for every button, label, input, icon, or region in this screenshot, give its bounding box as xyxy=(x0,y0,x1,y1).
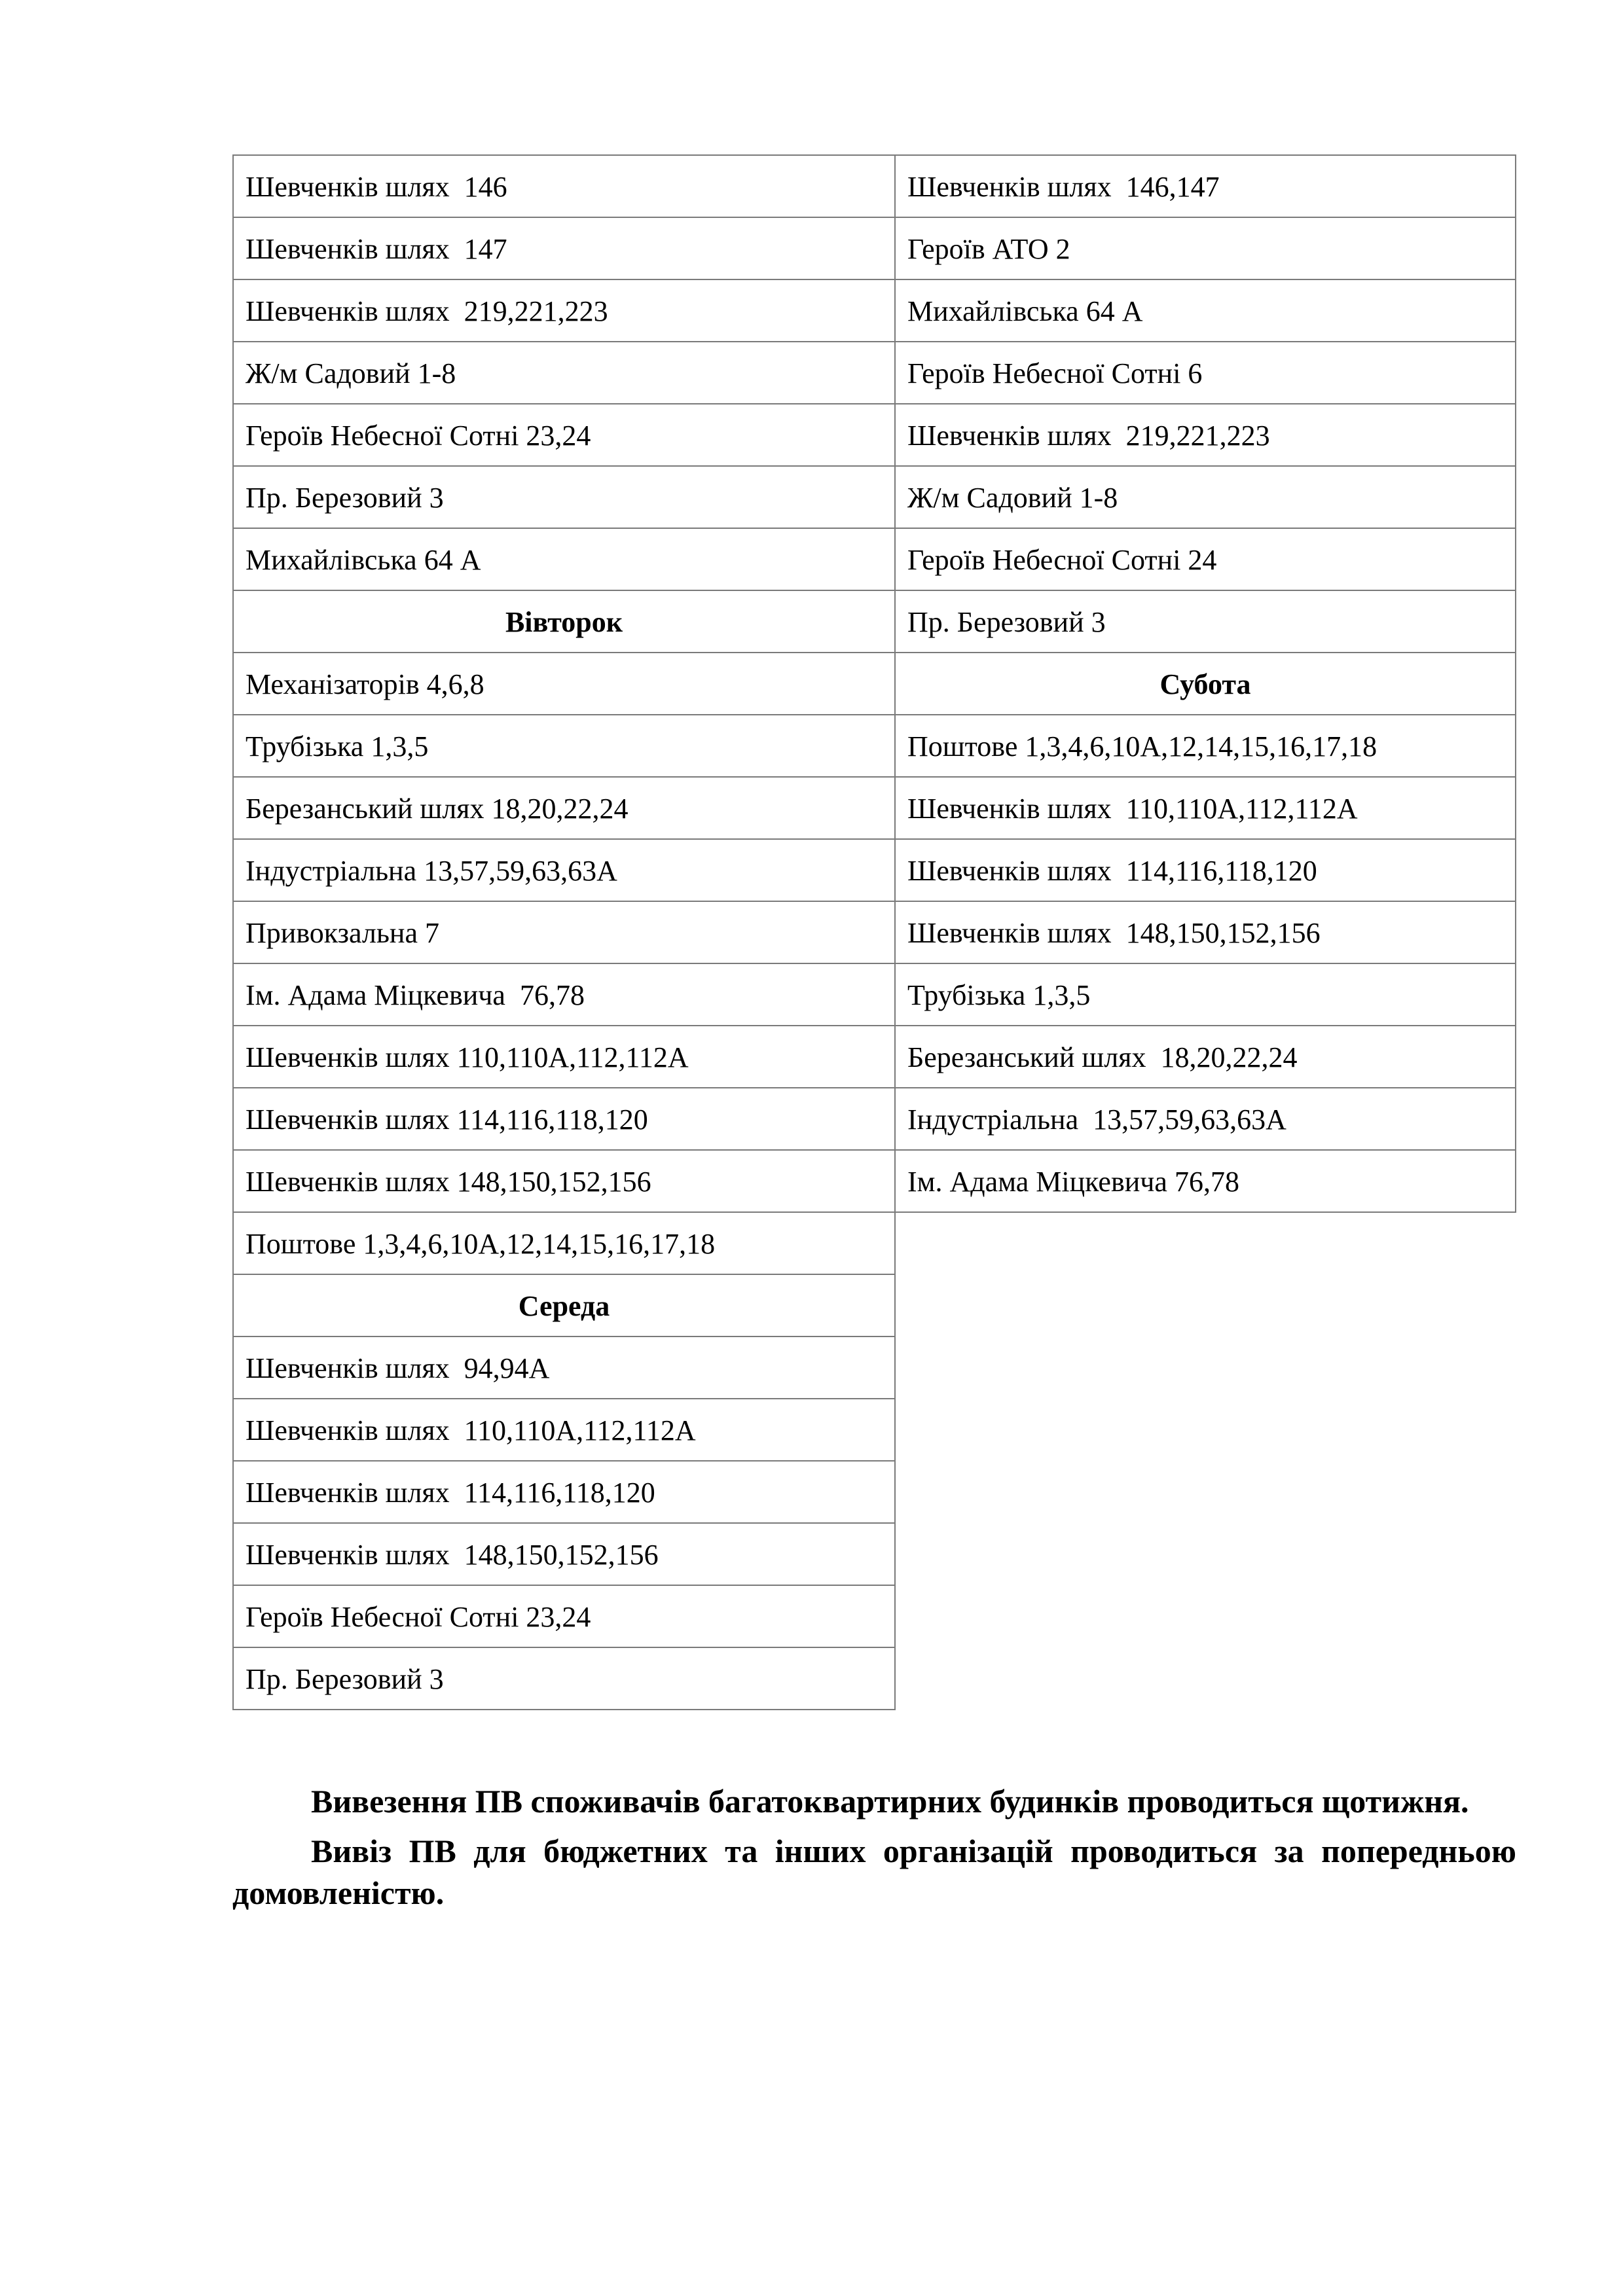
left-address-row: Шевченків шлях 110,110А,112,112А xyxy=(232,1025,896,1088)
right-day-header: Субота xyxy=(896,652,1516,715)
left-address-row: Шевченків шлях 114,116,118,120 xyxy=(232,1460,896,1524)
right-address-row: Героїв Небесної Сотні 6 xyxy=(896,341,1516,404)
left-address-row: Героїв Небесної Сотні 23,24 xyxy=(232,403,896,467)
left-address-row: Механізаторів 4,6,8 xyxy=(232,652,896,715)
left-address-row: Шевченків шлях 219,221,223 xyxy=(232,279,896,342)
left-address-row: Індустріальна 13,57,59,63,63А xyxy=(232,838,896,902)
left-address-row: Шевченків шлях 114,116,118,120 xyxy=(232,1087,896,1151)
right-address-row: Ім. Адама Міцкевича 76,78 xyxy=(896,1149,1516,1213)
left-address-row: Пр. Березовий 3 xyxy=(232,465,896,529)
left-day-header: Середа xyxy=(232,1274,896,1337)
left-day-header: Вівторок xyxy=(232,590,896,653)
left-address-row: Шевченків шлях 146 xyxy=(232,154,896,218)
note-weekly-removal: Вивезення ПВ споживачів багатоквартирних будинків проводиться щотижня. xyxy=(311,1783,1469,1820)
right-address-row: Трубізька 1,3,5 xyxy=(896,963,1516,1026)
left-address-row: Шевченків шлях 94,94А xyxy=(232,1336,896,1399)
right-address-row: Поштове 1,3,4,6,10А,12,14,15,16,17,18 xyxy=(896,714,1516,778)
left-address-row: Михайлівська 64 А xyxy=(232,528,896,591)
right-address-row: Березанський шлях 18,20,22,24 xyxy=(896,1025,1516,1088)
left-address-row: Ім. Адама Міцкевича 76,78 xyxy=(232,963,896,1026)
right-address-row: Михайлівська 64 А xyxy=(896,279,1516,342)
right-address-row: Ж/м Садовий 1-8 xyxy=(896,465,1516,529)
right-address-row: Індустріальна 13,57,59,63,63А xyxy=(896,1087,1516,1151)
left-address-row: Шевченків шлях 148,150,152,156 xyxy=(232,1149,896,1213)
right-address-row: Героїв АТО 2 xyxy=(896,217,1516,280)
left-address-row: Шевченків шлях 148,150,152,156 xyxy=(232,1522,896,1586)
left-address-row: Поштове 1,3,4,6,10А,12,14,15,16,17,18 xyxy=(232,1211,896,1275)
notes-section xyxy=(232,1780,1516,1922)
note-organizations-removal: Вивіз ПВ для бюджетних та інших організацій проводиться за попередньою домовленістю. xyxy=(232,1833,1516,1911)
left-address-row: Ж/м Садовий 1-8 xyxy=(232,341,896,404)
right-address-row: Шевченків шлях 146,147 xyxy=(896,154,1516,218)
right-address-row: Шевченків шлях 110,110А,112,112А xyxy=(896,776,1516,840)
right-address-row: Шевченків шлях 148,150,152,156 xyxy=(896,901,1516,964)
right-address-row: Героїв Небесної Сотні 24 xyxy=(896,528,1516,591)
right-address-row: Пр. Березовий 3 xyxy=(896,590,1516,653)
right-address-row: Шевченків шлях 219,221,223 xyxy=(896,403,1516,467)
left-address-row: Шевченків шлях 147 xyxy=(232,217,896,280)
left-address-row: Героїв Небесної Сотні 23,24 xyxy=(232,1585,896,1648)
left-address-row: Березанський шлях 18,20,22,24 xyxy=(232,776,896,840)
left-address-row: Привокзальна 7 xyxy=(232,901,896,964)
right-address-row: Шевченків шлях 114,116,118,120 xyxy=(896,838,1516,902)
left-address-row: Трубізька 1,3,5 xyxy=(232,714,896,778)
left-address-row: Пр. Березовий 3 xyxy=(232,1647,896,1710)
schedule-right-column xyxy=(896,154,1516,1213)
left-address-row: Шевченків шлях 110,110А,112,112А xyxy=(232,1398,896,1462)
schedule-left-column xyxy=(232,154,896,1710)
